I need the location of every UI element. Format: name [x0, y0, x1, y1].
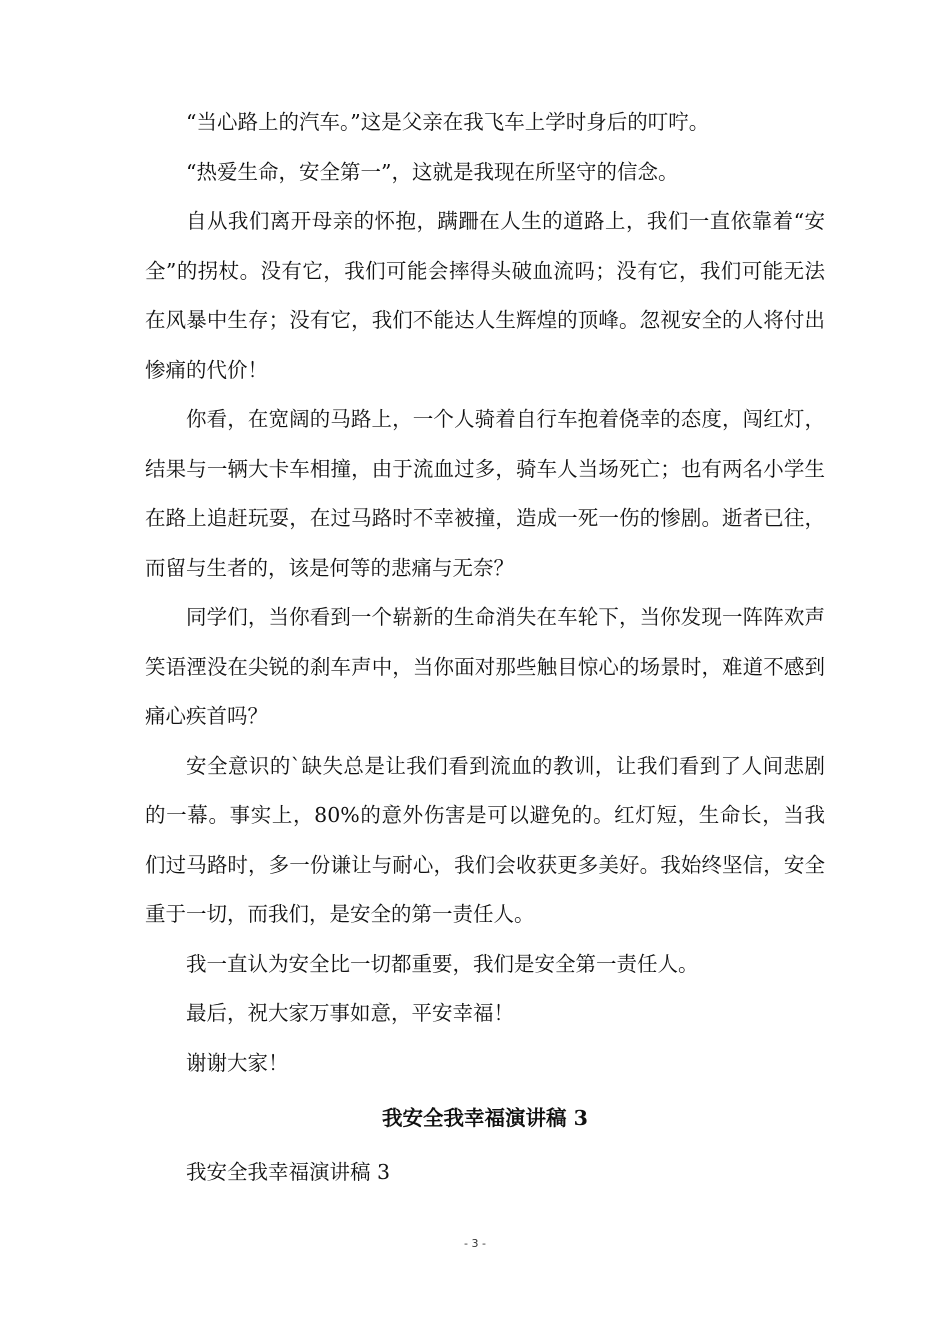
paragraph-safety-awareness: 安全意识的`缺失总是让我们看到流血的教训，让我们看到了人间悲剧的一幕。事实上，80%的意外伤害是可以避免的。红灯短，生命长，当我们过马路时，多一份谦让与耐心，我们会收获更多美好。我始终坚信，安全重于一切，而我们，是安全的第一责任人。 [145, 753, 825, 926]
paragraph-safety-crutch: 自从我们离开母亲的怀抱，蹒跚在人生的道路上，我们一直依靠着“安全”的拐杖。没有它，我们可能会摔得头破血流吗；没有它，我们可能无法在风暴中生存；没有它，我们不能达人生辉煌的顶峰。忽视安全的人将付出惨痛的代价！ [145, 209, 825, 382]
paragraph-classmates: 同学们，当你看到一个崭新的生命消失在车轮下，当你发现一阵阵欢声笑语湮没在尖锐的刹车声中，当你面对那些触目惊心的场景时，难道不感到痛心疾首吗？ [145, 605, 825, 728]
paragraph-belief: “热爱生命，安全第一”，这就是我现在所坚守的信念。 [186, 159, 679, 184]
paragraph-thanks: 谢谢大家！ [186, 1050, 289, 1075]
document-body [145, 98, 825, 1197]
page-number: - 3 - [464, 1237, 486, 1250]
paragraph-parent-reminder: “当心路上的汽车。”这是父亲在我飞车上学时身后的叮咛。 [186, 110, 710, 134]
paragraph-wishes: 最后，祝大家万事如意，平安幸福！ [186, 1001, 514, 1025]
section-heading: 我安全我幸福演讲稿 3 [382, 1106, 588, 1130]
paragraph-safety-first: 我一直认为安全比一切都重要，我们是安全第一责任人。 [186, 951, 699, 976]
paragraph-road-accident: 你看，在宽阔的马路上，一个人骑着自行车抱着侥幸的态度，闯红灯，结果与一辆大卡车相撞，由于流血过多，骑车人当场死亡；也有两名小学生在路上追赶玩耍，在过马路时不幸被撞，造成一死一伤的惨剧。逝者已往，而留与生者的，该是何等的悲痛与无奈？ [145, 407, 825, 580]
section-first-paragraph: 我安全我幸福演讲稿 3 [186, 1159, 391, 1184]
